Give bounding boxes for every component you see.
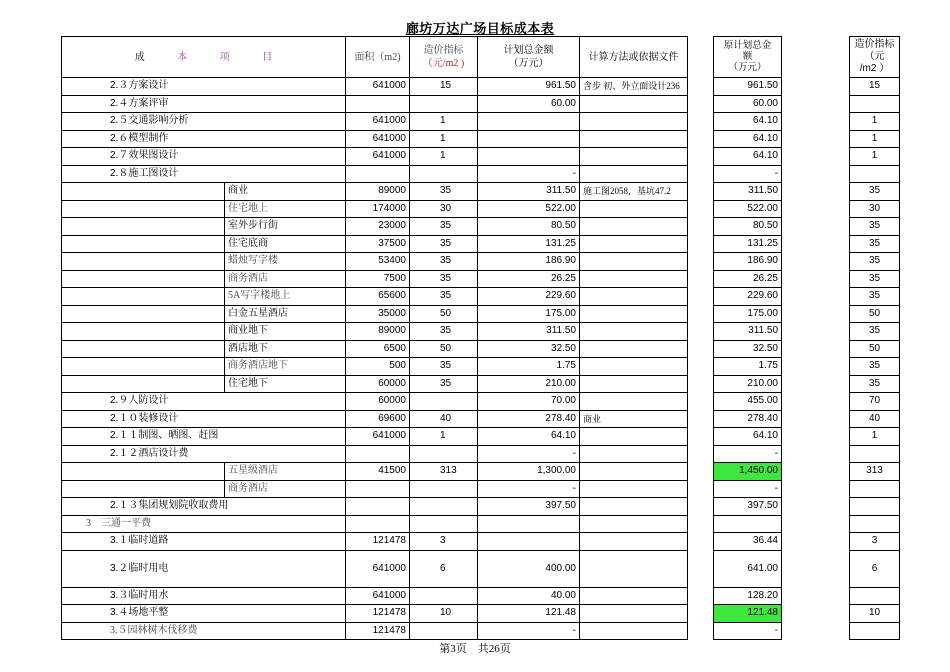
index-cell: 50 — [410, 340, 478, 358]
method-cell: 施工图2058，基坑47.2 — [580, 183, 688, 201]
cost-index-cell: 35 — [850, 323, 900, 341]
area-cell: 641000 — [346, 130, 410, 148]
plan-cell — [478, 533, 580, 551]
table-row — [62, 515, 688, 533]
plan-cell — [478, 113, 580, 131]
cost-index-cell: 35 — [850, 358, 900, 376]
cost-index-cell: 35 — [850, 183, 900, 201]
original-plan-cell: 64.10 — [714, 428, 782, 446]
indent-cell — [62, 200, 225, 218]
cost-index-header: 造价指标 （元 /m2 ） — [850, 37, 900, 78]
original-plan-cell: 522.00 — [714, 200, 782, 218]
method-cell — [580, 323, 688, 341]
table-row — [62, 78, 688, 96]
item-name: 2.５交通影响分析 — [62, 113, 346, 131]
plan-cell: 311.50 — [478, 183, 580, 201]
plan-cell: - — [478, 622, 580, 640]
table-row — [62, 445, 688, 463]
method-cell — [580, 428, 688, 446]
index-cell: 3 — [410, 533, 478, 551]
indent-cell — [62, 358, 225, 376]
cost-index-cell — [850, 498, 900, 516]
item-name: 3.４场地平整 — [62, 605, 346, 623]
cost-index-cell: 35 — [850, 270, 900, 288]
index-cell: 30 — [410, 200, 478, 218]
index-cell: 1 — [410, 428, 478, 446]
cost-index-cell: 1 — [850, 130, 900, 148]
table-row — [62, 533, 688, 551]
original-plan-cell: 128.20 — [714, 587, 782, 605]
plan-cell: 131.25 — [478, 235, 580, 253]
table-row — [62, 498, 688, 516]
item-name: 住宅地上 — [225, 200, 346, 218]
area-cell: 641000 — [346, 78, 410, 96]
index-cell: 6 — [410, 550, 478, 587]
item-name: 5A写字楼地上 — [225, 288, 346, 306]
cost-index-cell: 70 — [850, 393, 900, 411]
index-cell: 35 — [410, 183, 478, 201]
area-cell: 41500 — [346, 463, 410, 481]
index-cell: 35 — [410, 288, 478, 306]
item-name: 3.２临时用电 — [62, 550, 346, 587]
item-name: 商务酒店 — [225, 480, 346, 498]
area-cell — [346, 445, 410, 463]
item-name: 商业 — [225, 183, 346, 201]
cost-index-cell: 15 — [850, 78, 900, 96]
plan-cell: 229.60 — [478, 288, 580, 306]
cost-index-cell: 10 — [850, 605, 900, 623]
table-row — [62, 323, 688, 341]
method-cell — [580, 270, 688, 288]
method-cell — [580, 288, 688, 306]
method-cell — [580, 130, 688, 148]
item-name: 2.７效果图设计 — [62, 148, 346, 166]
cost-index-cell: 50 — [850, 305, 900, 323]
plan-cell: 60.00 — [478, 95, 580, 113]
indent-cell — [62, 253, 225, 271]
cost-index-cell: 1 — [850, 113, 900, 131]
item-name: 3.５园林树木伐移费 — [62, 622, 346, 640]
method-cell — [580, 463, 688, 481]
area-cell — [346, 165, 410, 183]
plan-cell — [478, 130, 580, 148]
cost-index-cell: 30 — [850, 200, 900, 218]
table-row — [62, 587, 688, 605]
table-row — [62, 218, 688, 236]
item-name: 蜡烛写字楼 — [225, 253, 346, 271]
original-plan-cell: 64.10 — [714, 148, 782, 166]
area-cell: 121478 — [346, 605, 410, 623]
cost-table — [61, 36, 688, 640]
item-name: 2.４方案评审 — [62, 95, 346, 113]
area-cell: 121478 — [346, 622, 410, 640]
item-name: 室外步行街 — [225, 218, 346, 236]
table-row — [62, 288, 688, 306]
table-row — [62, 200, 688, 218]
area-cell: 89000 — [346, 323, 410, 341]
method-cell — [580, 200, 688, 218]
plan-cell: 186.90 — [478, 253, 580, 271]
index-cell: 15 — [410, 78, 478, 96]
table-row — [62, 480, 688, 498]
plan-cell: 40.00 — [478, 587, 580, 605]
original-plan-cell: 455.00 — [714, 393, 782, 411]
area-cell: 69600 — [346, 410, 410, 428]
item-name: 2.１０装修设计 — [62, 410, 346, 428]
cost-index-cell: 1 — [850, 428, 900, 446]
method-cell — [580, 340, 688, 358]
area-cell — [346, 515, 410, 533]
original-plan-cell: 210.00 — [714, 375, 782, 393]
header-index-label: 造价指标 — [423, 45, 464, 56]
index-cell: 35 — [410, 218, 478, 236]
cost-index-cell: 6 — [850, 550, 900, 587]
plan-cell: 400.00 — [478, 550, 580, 587]
table-row — [62, 410, 688, 428]
header-area — [346, 37, 410, 78]
area-cell: 65600 — [346, 288, 410, 306]
index-cell: 50 — [410, 305, 478, 323]
plan-cell: 397.50 — [478, 498, 580, 516]
header-plan-label: 计划总金额 — [503, 45, 554, 56]
original-plan-cell: 131.25 — [714, 235, 782, 253]
header-index-unit: （元/m2 ) — [422, 58, 465, 69]
item-name: 2.９人防设计 — [62, 393, 346, 411]
plan-cell: 64.10 — [478, 428, 580, 446]
table-row — [62, 235, 688, 253]
indent-cell — [62, 340, 225, 358]
cost-index-cell: 50 — [850, 340, 900, 358]
original-plan-cell: 961.50 — [714, 78, 782, 96]
method-cell — [580, 375, 688, 393]
original-plan-cell: 278.40 — [714, 410, 782, 428]
original-plan-cell: 80.50 — [714, 218, 782, 236]
header-item-char: 本 — [177, 51, 188, 63]
plan-cell: 70.00 — [478, 393, 580, 411]
index-cell: 1 — [410, 148, 478, 166]
original-plan-cell: 311.50 — [714, 323, 782, 341]
area-cell: 121478 — [346, 533, 410, 551]
plan-cell: - — [478, 165, 580, 183]
indent-cell — [62, 235, 225, 253]
cost-index-cell: 35 — [850, 218, 900, 236]
index-cell: 35 — [410, 235, 478, 253]
indent-cell — [62, 375, 225, 393]
indent-cell — [62, 463, 225, 481]
table-row — [62, 183, 688, 201]
original-plan-cell: 175.00 — [714, 305, 782, 323]
plan-cell: 80.50 — [478, 218, 580, 236]
method-cell — [580, 393, 688, 411]
cost-index-cell — [850, 95, 900, 113]
index-cell — [410, 95, 478, 113]
method-cell — [580, 305, 688, 323]
header-plan-unit: （万元） — [508, 58, 549, 69]
table-row — [62, 375, 688, 393]
header-plan — [478, 37, 580, 78]
page-footer: 第3页 共26页 — [439, 643, 511, 655]
item-name: 住宅底商 — [225, 235, 346, 253]
area-cell — [346, 498, 410, 516]
original-plan-cell: - — [714, 622, 782, 640]
cost-index-cell: 313 — [850, 463, 900, 481]
header-method — [580, 37, 688, 78]
method-cell — [580, 498, 688, 516]
index-cell: 35 — [410, 375, 478, 393]
indent-cell — [62, 270, 225, 288]
index-cell — [410, 498, 478, 516]
table-row — [62, 113, 688, 131]
table-row — [62, 393, 688, 411]
index-cell — [410, 515, 478, 533]
item-name: 商务酒店地下 — [225, 358, 346, 376]
table-row — [62, 253, 688, 271]
area-cell: 37500 — [346, 235, 410, 253]
item-name: 3.３临时用水 — [62, 587, 346, 605]
item-name: 白金五星酒店 — [225, 305, 346, 323]
method-cell: 商业 — [580, 410, 688, 428]
original-plan-cell: - — [714, 165, 782, 183]
area-cell: 500 — [346, 358, 410, 376]
plan-cell — [478, 515, 580, 533]
plan-cell: - — [478, 480, 580, 498]
method-cell — [580, 515, 688, 533]
original-plan-cell: 26.25 — [714, 270, 782, 288]
item-name: 2.３方案设计 — [62, 78, 346, 96]
area-cell: 641000 — [346, 587, 410, 605]
table-row — [62, 270, 688, 288]
index-cell: 313 — [410, 463, 478, 481]
index-cell: 40 — [410, 410, 478, 428]
table-row — [62, 305, 688, 323]
plan-cell — [478, 148, 580, 166]
area-cell: 641000 — [346, 428, 410, 446]
original-plan-table — [713, 36, 782, 640]
method-cell — [580, 587, 688, 605]
original-plan-cell: 311.50 — [714, 183, 782, 201]
cost-index-cell: 3 — [850, 533, 900, 551]
plan-cell: - — [478, 445, 580, 463]
cost-index-cell: 40 — [850, 410, 900, 428]
indent-cell — [62, 305, 225, 323]
index-cell — [410, 480, 478, 498]
area-cell: 60000 — [346, 375, 410, 393]
index-cell: 35 — [410, 270, 478, 288]
method-cell — [580, 235, 688, 253]
item-name: 2.１２酒店设计费 — [62, 445, 346, 463]
area-cell: 174000 — [346, 200, 410, 218]
indent-cell — [62, 218, 225, 236]
method-cell — [580, 358, 688, 376]
indent-cell — [62, 288, 225, 306]
item-name: 3 三通一平费 — [62, 515, 346, 533]
cost-index-cell — [850, 165, 900, 183]
index-cell — [410, 165, 478, 183]
original-plan-cell: 121.48 — [714, 605, 782, 623]
method-cell — [580, 622, 688, 640]
method-cell — [580, 95, 688, 113]
plan-cell: 175.00 — [478, 305, 580, 323]
item-name: 商务酒店 — [225, 270, 346, 288]
plan-cell: 278.40 — [478, 410, 580, 428]
header-item-char: 项 — [219, 51, 230, 63]
cost-index-cell — [850, 445, 900, 463]
original-plan-cell: - — [714, 480, 782, 498]
item-name: 3.１临时道路 — [62, 533, 346, 551]
area-cell: 641000 — [346, 148, 410, 166]
table-row — [62, 605, 688, 623]
table-row — [62, 130, 688, 148]
cost-index-table — [849, 36, 900, 640]
indent-cell — [62, 323, 225, 341]
index-cell: 1 — [410, 130, 478, 148]
table-row — [62, 340, 688, 358]
method-cell — [580, 253, 688, 271]
item-name: 商业地下 — [225, 323, 346, 341]
cost-index-cell — [850, 587, 900, 605]
index-cell — [410, 622, 478, 640]
index-cell — [410, 393, 478, 411]
original-plan-cell: 64.10 — [714, 113, 782, 131]
cost-index-cell: 35 — [850, 253, 900, 271]
plan-cell: 961.50 — [478, 78, 580, 96]
item-name: 2.８施工图设计 — [62, 165, 346, 183]
table-row — [62, 358, 688, 376]
cost-index-cell: 1 — [850, 148, 900, 166]
table-row — [62, 165, 688, 183]
area-cell — [346, 95, 410, 113]
plan-cell: 32.50 — [478, 340, 580, 358]
plan-cell: 311.50 — [478, 323, 580, 341]
original-plan-cell: - — [714, 445, 782, 463]
cost-index-cell: 35 — [850, 375, 900, 393]
cost-index-cell — [850, 515, 900, 533]
original-plan-cell: 1.75 — [714, 358, 782, 376]
method-cell — [580, 605, 688, 623]
original-plan-cell: 1,450.00 — [714, 463, 782, 481]
method-cell — [580, 148, 688, 166]
cost-index-cell: 35 — [850, 288, 900, 306]
plan-cell: 210.00 — [478, 375, 580, 393]
table-row — [62, 428, 688, 446]
original-plan-cell — [714, 515, 782, 533]
area-cell — [346, 480, 410, 498]
original-plan-cell: 32.50 — [714, 340, 782, 358]
index-cell — [410, 587, 478, 605]
table-row — [62, 95, 688, 113]
area-cell: 60000 — [346, 393, 410, 411]
method-cell — [580, 533, 688, 551]
original-plan-cell: 36.44 — [714, 533, 782, 551]
table-header — [62, 37, 688, 78]
header-item-char: 成 — [134, 51, 145, 63]
original-plan-cell: 641.00 — [714, 550, 782, 587]
table-row — [62, 463, 688, 481]
original-plan-cell: 397.50 — [714, 498, 782, 516]
table-row — [62, 622, 688, 640]
item-name: 2.１３集团规划院收取费用 — [62, 498, 346, 516]
method-cell — [580, 165, 688, 183]
area-cell: 641000 — [346, 113, 410, 131]
plan-cell: 121.48 — [478, 605, 580, 623]
area-cell: 35000 — [346, 305, 410, 323]
index-cell: 35 — [410, 253, 478, 271]
area-cell: 53400 — [346, 253, 410, 271]
area-cell: 89000 — [346, 183, 410, 201]
method-cell — [580, 218, 688, 236]
original-plan-cell: 186.90 — [714, 253, 782, 271]
area-cell: 6500 — [346, 340, 410, 358]
area-cell: 23000 — [346, 218, 410, 236]
header-area-label: 面积（m2) — [354, 51, 401, 63]
header-item — [62, 37, 346, 78]
item-name: 住宅地下 — [225, 375, 346, 393]
index-cell: 10 — [410, 605, 478, 623]
plan-cell: 1.75 — [478, 358, 580, 376]
table-row — [62, 550, 688, 587]
table-row — [62, 148, 688, 166]
item-name: 五星级酒店 — [225, 463, 346, 481]
header-index — [410, 37, 478, 78]
original-plan-header: 原计划总金 额 （万元） — [714, 37, 782, 78]
indent-cell — [62, 480, 225, 498]
item-name: 2.６模型制作 — [62, 130, 346, 148]
item-name: 酒店地下 — [225, 340, 346, 358]
original-plan-cell: 229.60 — [714, 288, 782, 306]
item-name: 2.１１制图、晒图、赶图 — [62, 428, 346, 446]
method-cell — [580, 113, 688, 131]
area-cell: 7500 — [346, 270, 410, 288]
original-plan-cell: 64.10 — [714, 130, 782, 148]
header-method-label: 计算方法或依据文件 — [588, 51, 679, 63]
method-cell — [580, 480, 688, 498]
plan-cell: 522.00 — [478, 200, 580, 218]
cost-index-cell: 35 — [850, 235, 900, 253]
indent-cell — [62, 183, 225, 201]
index-cell — [410, 445, 478, 463]
page-title: 廊坊万达广场目标成本表 — [405, 21, 555, 36]
index-cell: 35 — [410, 358, 478, 376]
cost-index-cell — [850, 622, 900, 640]
plan-cell: 26.25 — [478, 270, 580, 288]
index-cell: 35 — [410, 323, 478, 341]
cost-index-cell — [850, 480, 900, 498]
original-plan-cell: 60.00 — [714, 95, 782, 113]
plan-cell: 1,300.00 — [478, 463, 580, 481]
method-cell — [580, 445, 688, 463]
index-cell: 1 — [410, 113, 478, 131]
area-cell: 641000 — [346, 550, 410, 587]
method-cell — [580, 550, 688, 587]
method-cell: 含步 初、外立面设计236 — [580, 78, 688, 96]
header-item-char: 目 — [262, 51, 273, 63]
